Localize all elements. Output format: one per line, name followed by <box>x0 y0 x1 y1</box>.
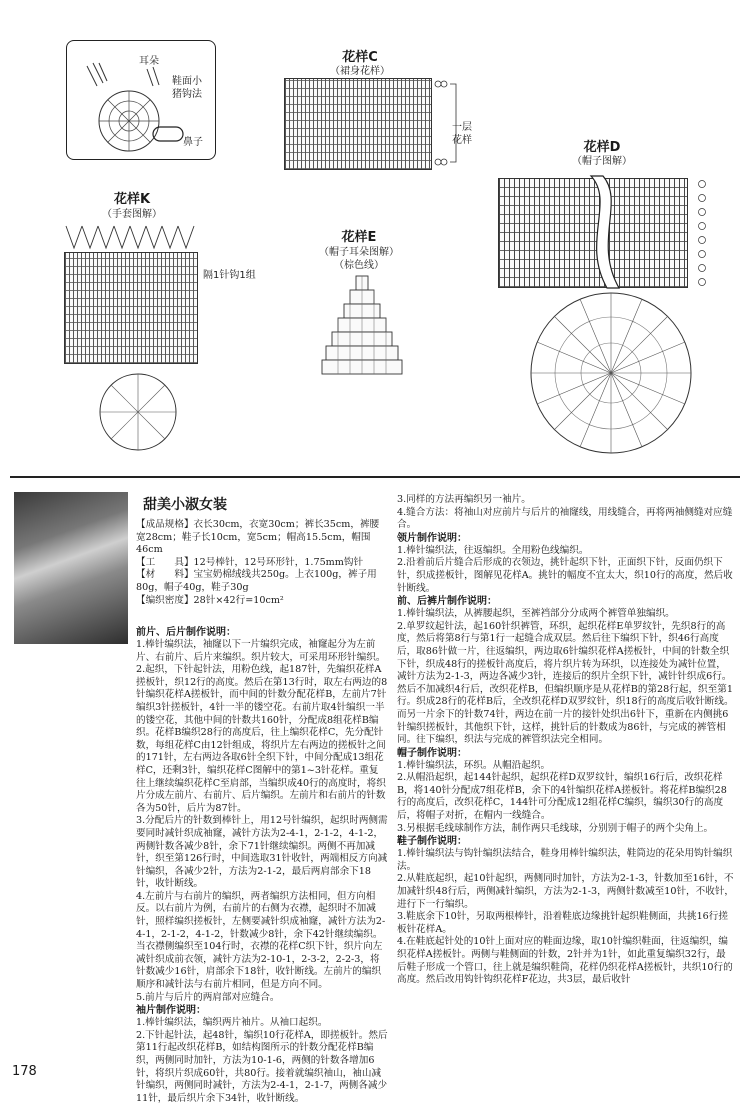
right-paragraph: 2.从鞋底起织，起10针起织，两侧同时加针，方法为2-1-3，针数加至16针，不加减针织48行后，两侧减针编织，方法为2-1-3，两侧针数减至10针，不收针，进行下一行编织。 <box>397 873 735 910</box>
pattern-c-subtitle: （裙身花样） <box>330 66 390 77</box>
pattern-e-title: 花样E <box>341 230 377 245</box>
left-paragraph: 2.起织，下针起针法，用粉色线，起187针，先编织花样A搓板针，织12行的高度。然后在第13行时，取左右两边的8针编织花样A搓板针，而中间的针数分配花样B，左前片7针编织3针搓板针，4针一半的镂空花。右前片取4针编织一半的镂空花，其他中间的针数共160针，分配成8组花样B编织。花样B编织28行的高度后，往上编织花样C，先分配针数，每组花样C由12针组成，将织片左右两边的搓板针之间的171针，左右两边各取6针全织下针，中间分配成13组花样C，还剩3针，编织花样C图解中的第1~3针花样。重复往上继续编织花样C至肩部，当编织成40行的高度时，将织片分成左前片、右前片、后片编织。左前片和右前片的针数各为50针，后片为87针。 <box>136 664 388 814</box>
pattern-d-title: 花样D <box>583 140 621 155</box>
pattern-k-scallop-edge <box>64 222 200 252</box>
right-paragraph: 1.棒针编织法，从裤腰起织，至裤裆部分分成两个裤管单独编织。 <box>397 608 675 620</box>
pattern-e-subtitle-1: （帽子耳朵图解） <box>319 247 399 258</box>
pattern-d-crown-circle <box>528 290 694 456</box>
right-paragraph: 1.棒针编织法，往返编织。全用粉色线编织。 <box>397 544 589 556</box>
right-paragraph: 4.在鞋底起针处的10针上面对应的鞋面边缘，取10针编织鞋面，往返编织，编织花样A搓板针。两侧与鞋侧面的针数，2针并为1针，如此重复编织32行，最后鞋子形成一个管口，往上就是编织鞋筒，花样仍织花样A搓板针，共织10行的高度。然后改用钩针钩织花样F花边，共3层，最后收针 <box>397 936 733 986</box>
pattern-c-layer-label-2: 花样 <box>452 135 472 146</box>
left-heading: 前片、后片制作说明： <box>136 627 236 638</box>
right-paragraph: 3.同样的方法再编织另一袖片。 <box>397 494 531 505</box>
left-paragraph: 5.前片与后片的两肩部对应缝合。 <box>136 991 280 1003</box>
right-heading: 鞋子制作说明： <box>397 836 467 848</box>
pattern-k-chart <box>64 252 198 364</box>
left-column-text <box>136 626 388 1104</box>
left-paragraph: 1.棒针编织法，袖窿以下一片编织完成，袖窿起分为左前片、右前片、后片来编织。织片较大，可采用环形针编织。 <box>136 639 386 663</box>
right-heading: 前、后裤片制作说明： <box>397 596 497 608</box>
right-paragraph: 3.另根据毛线球制作方法，制作两只毛线球，分别别于帽子的两个尖角上。 <box>397 822 714 834</box>
pattern-k-subtitle: （手套图解） <box>102 209 162 220</box>
right-paragraph: 3.鞋底余下10针，另取两根棒针，沿着鞋底边缘挑针起织鞋侧面，共挑16行搓板针花样A。 <box>397 911 728 935</box>
left-heading: 袖片制作说明： <box>136 1005 206 1017</box>
right-paragraph: 1.棒针编织法与钩针编织法结合，鞋身用棒针编织法，鞋筒边的花朵用钩针编织法。 <box>397 848 733 872</box>
left-paragraph: 3.分配后片的针数到棒针上，用12号针编织，起织时两侧需要同时减针织成袖窿，减针方法为2-4-1，2-1-2，4-1-2，两侧针数各减少8针，余下71针继续编织。两侧不再加减针，织至第126行时，中间选取31针收针，两端相反方向减针编织，各减少2针，方法为2-1-2，最后两肩部余下18针，收针断线。 <box>136 815 388 890</box>
mouse-nose-label: 鼻子 <box>183 137 203 148</box>
pattern-c-layer-label-1: 一层 <box>452 122 472 133</box>
right-paragraph: 2.从帽沿起织，起144针起织，起织花样D双罗纹针，编织16行后，改织花样B，将140针分配成7组花样B，余下的4针编织花样A搓板针。将花样B编织28行的高度后，改织花样C，144针可分配成12组花样C编织，编织30行的高度后，将帽子对折，在帽内一线缝合。 <box>397 772 727 822</box>
right-paragraph: 2.单罗纹起针法，起160针织裤管，环织，起织花样E单罗纹针，先织8行的高度，然后将第8行与第1行一起缝合成双层。然后往下编织下针，织46行高度后，取86针做一片，往返编织，两边取6针编织花样A搓板针，中间的针数全织下针，织成48行的搓板针高度后，将片织片转为环织，以连接处为减针位置，减针方法为2-1-3，两边各减少3针，连接后的织片全织下针，减针针织成6行。然后不加减织4行后，改织花样B，但编织顺序是从花样B的第28行起，织至第1行。织成28行的花样B后，全改织花样D双罗纹针，织18行的高度后收针断线。而另一片余下的针数74针，两边在前一片的接针处织出6针下，重新在内侧挑6针编织搓板针，其他织下针，这样，挑针后的针数成为86针，与完成的裤管相同。往下编织，织法与完成的裤管织法完全相同。 <box>397 620 734 746</box>
pattern-c-title: 花样C <box>342 50 378 65</box>
left-paragraph: 1.棒针编织法，编织两片袖片。从袖口起织。 <box>136 1017 328 1029</box>
section-divider <box>10 476 740 478</box>
right-heading: 帽子制作说明： <box>397 747 467 759</box>
pattern-d-subtitle: （帽子图解） <box>572 156 632 167</box>
pattern-d-row-markers <box>688 178 712 288</box>
pattern-k-note: 隔1针钩1组 <box>203 270 256 281</box>
spec-gauge: 【编织密度】28针×42行=10cm² <box>136 594 284 606</box>
page-number: 178 <box>12 1064 37 1079</box>
right-paragraph: 4.缝合方法：将袖山对应前片与后片的袖窿线，用线缝合，再将两袖侧缝对应缝合。 <box>397 506 733 531</box>
mouse-side-label-2: 猪钩法 <box>172 89 202 100</box>
pattern-k-circle <box>96 370 180 454</box>
spec-tools: 【工 具】12号棒针，12号环形针，1.75mm钩针 <box>136 556 364 568</box>
pattern-e-subtitle-2: （棕色线） <box>334 260 384 271</box>
mouse-ear-label: 耳朵 <box>139 56 159 67</box>
right-column-text <box>397 494 735 1066</box>
spec-materials: 【材 料】宝宝奶棉绒线共250g。上衣100g，裤子用80g，帽子40g，鞋子30g <box>136 569 377 593</box>
right-heading: 领片制作说明： <box>397 532 467 544</box>
right-paragraph: 2.沿着前后片缝合后形成的衣领边，挑针起织下针，正面织下针，反面仍织下针，织成搓板针，图解见花样A。挑针的幅度不宜太大，织10行的高度，然后收针断线。 <box>397 557 733 594</box>
mouse-side-label-1: 鞋面小 <box>172 76 202 87</box>
article-specs <box>136 519 388 607</box>
article-title: 甜美小淑女装 <box>143 497 227 513</box>
pattern-c-chart <box>284 78 432 170</box>
pattern-k-title: 花样K <box>113 192 151 207</box>
pattern-e-pyramid <box>320 272 404 378</box>
spec-size: 【成品规格】衣长30cm，衣宽30cm；裤长35cm，裤腰宽28cm；鞋子长10cm，宽5cm；帽高15.5cm，帽围46cm <box>136 519 380 556</box>
left-paragraph: 2.下针起针法，起48针，编织10行花样A，即搓板针。然后第11行起改织花样B，如结构图所示的针数分配花样B编织，两侧同时加针，方法为10-1-6，两侧的针数各增加6针，将织片织成60针，共80行。接着就编织袖山，袖山减针编织，两侧同时减针，方法为2-4-1，2-1-7，两侧各减少11针，最后织片余下34针，收针断线。 <box>136 1029 388 1104</box>
left-paragraph: 4.左前片与右前片的编织，两者编织方法相同，但方向相反。以右前片为例，右前片的右侧为衣襟，起织时不加减针，照样编织搓板针，左侧要减针织成袖窿，减针方法为2-4-1，2-1-2，4-1-2，针数减少8针，余下42针继续编织。当衣襟侧编织至104行时，衣襟的花样C织下针，织片向左减针织成前衣领，减针方法为2-10-1，2-3-2，2-2-3，将针数减少16针，肩部余下18针，收针断线。左前片的编织顺序和减针法与右前片相同，但是方向不同。 <box>136 890 386 991</box>
outfit-photo <box>14 492 128 644</box>
pattern-d-cable <box>585 172 625 292</box>
right-paragraph: 1.棒针编织法，环织。从帽沿起织。 <box>397 759 551 771</box>
